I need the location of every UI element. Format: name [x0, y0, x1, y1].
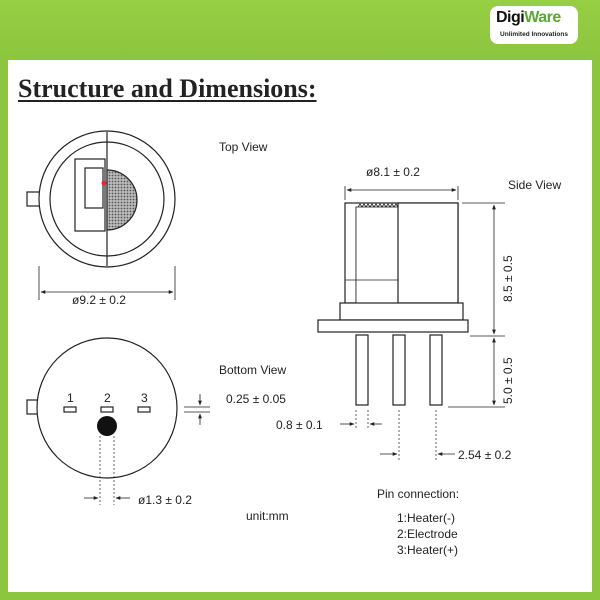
side-view-diameter-label: ø8.1 ± 0.2 — [366, 165, 420, 179]
pin-pitch-label: 2.54 ± 0.2 — [458, 448, 512, 462]
side-view-drawing — [318, 186, 505, 462]
pin-width-label: 0.8 ± 0.1 — [276, 418, 323, 432]
pin-number-3: 3 — [141, 391, 148, 405]
top-view-diameter-label: ø9.2 ± 0.2 — [72, 293, 126, 307]
brand-tagline: Unlimited Innovations — [500, 31, 568, 38]
side-view-flange — [340, 303, 463, 320]
side-pin-1 — [356, 335, 368, 405]
top-view-marker — [102, 181, 107, 186]
pin-connection-item-1: 1:Heater(-) — [397, 511, 456, 525]
height-label: 8.5 ± 0.5 — [501, 255, 515, 302]
unit-label: unit:mm — [246, 509, 289, 523]
pin-number-2: 2 — [104, 391, 111, 405]
bottom-view-label: Bottom View — [219, 363, 287, 377]
side-pin-2 — [393, 335, 405, 405]
page-title: Structure and Dimensions: — [18, 74, 317, 103]
bottom-view-drawing — [27, 338, 210, 505]
pin-connection-item-3: 3:Heater(+) — [397, 543, 459, 557]
pin-number-1: 1 — [67, 391, 74, 405]
pin-connection-title: Pin connection: — [377, 487, 460, 501]
pin-slot-2 — [101, 407, 113, 412]
hole-diameter-label: ø1.3 ± 0.2 — [138, 493, 192, 507]
side-view-right-half — [398, 203, 458, 303]
pin-slot-1 — [64, 407, 76, 412]
pin-slot-3 — [138, 407, 150, 412]
side-pin-3 — [430, 335, 442, 405]
top-view-drawing — [27, 131, 175, 300]
bottom-view-hole — [97, 416, 117, 436]
marker-thickness-label: 0.25 ± 0.05 — [226, 392, 286, 406]
side-view-label: Side View — [508, 178, 562, 192]
pin-connection-item-2: 2:Electrode — [397, 527, 458, 541]
brand-name: DigiWare — [496, 9, 561, 26]
side-view-base — [318, 320, 468, 332]
top-view-label: Top View — [219, 140, 268, 154]
pin-length-label: 5.0 ± 0.5 — [501, 357, 515, 404]
top-view-cap — [85, 168, 103, 208]
